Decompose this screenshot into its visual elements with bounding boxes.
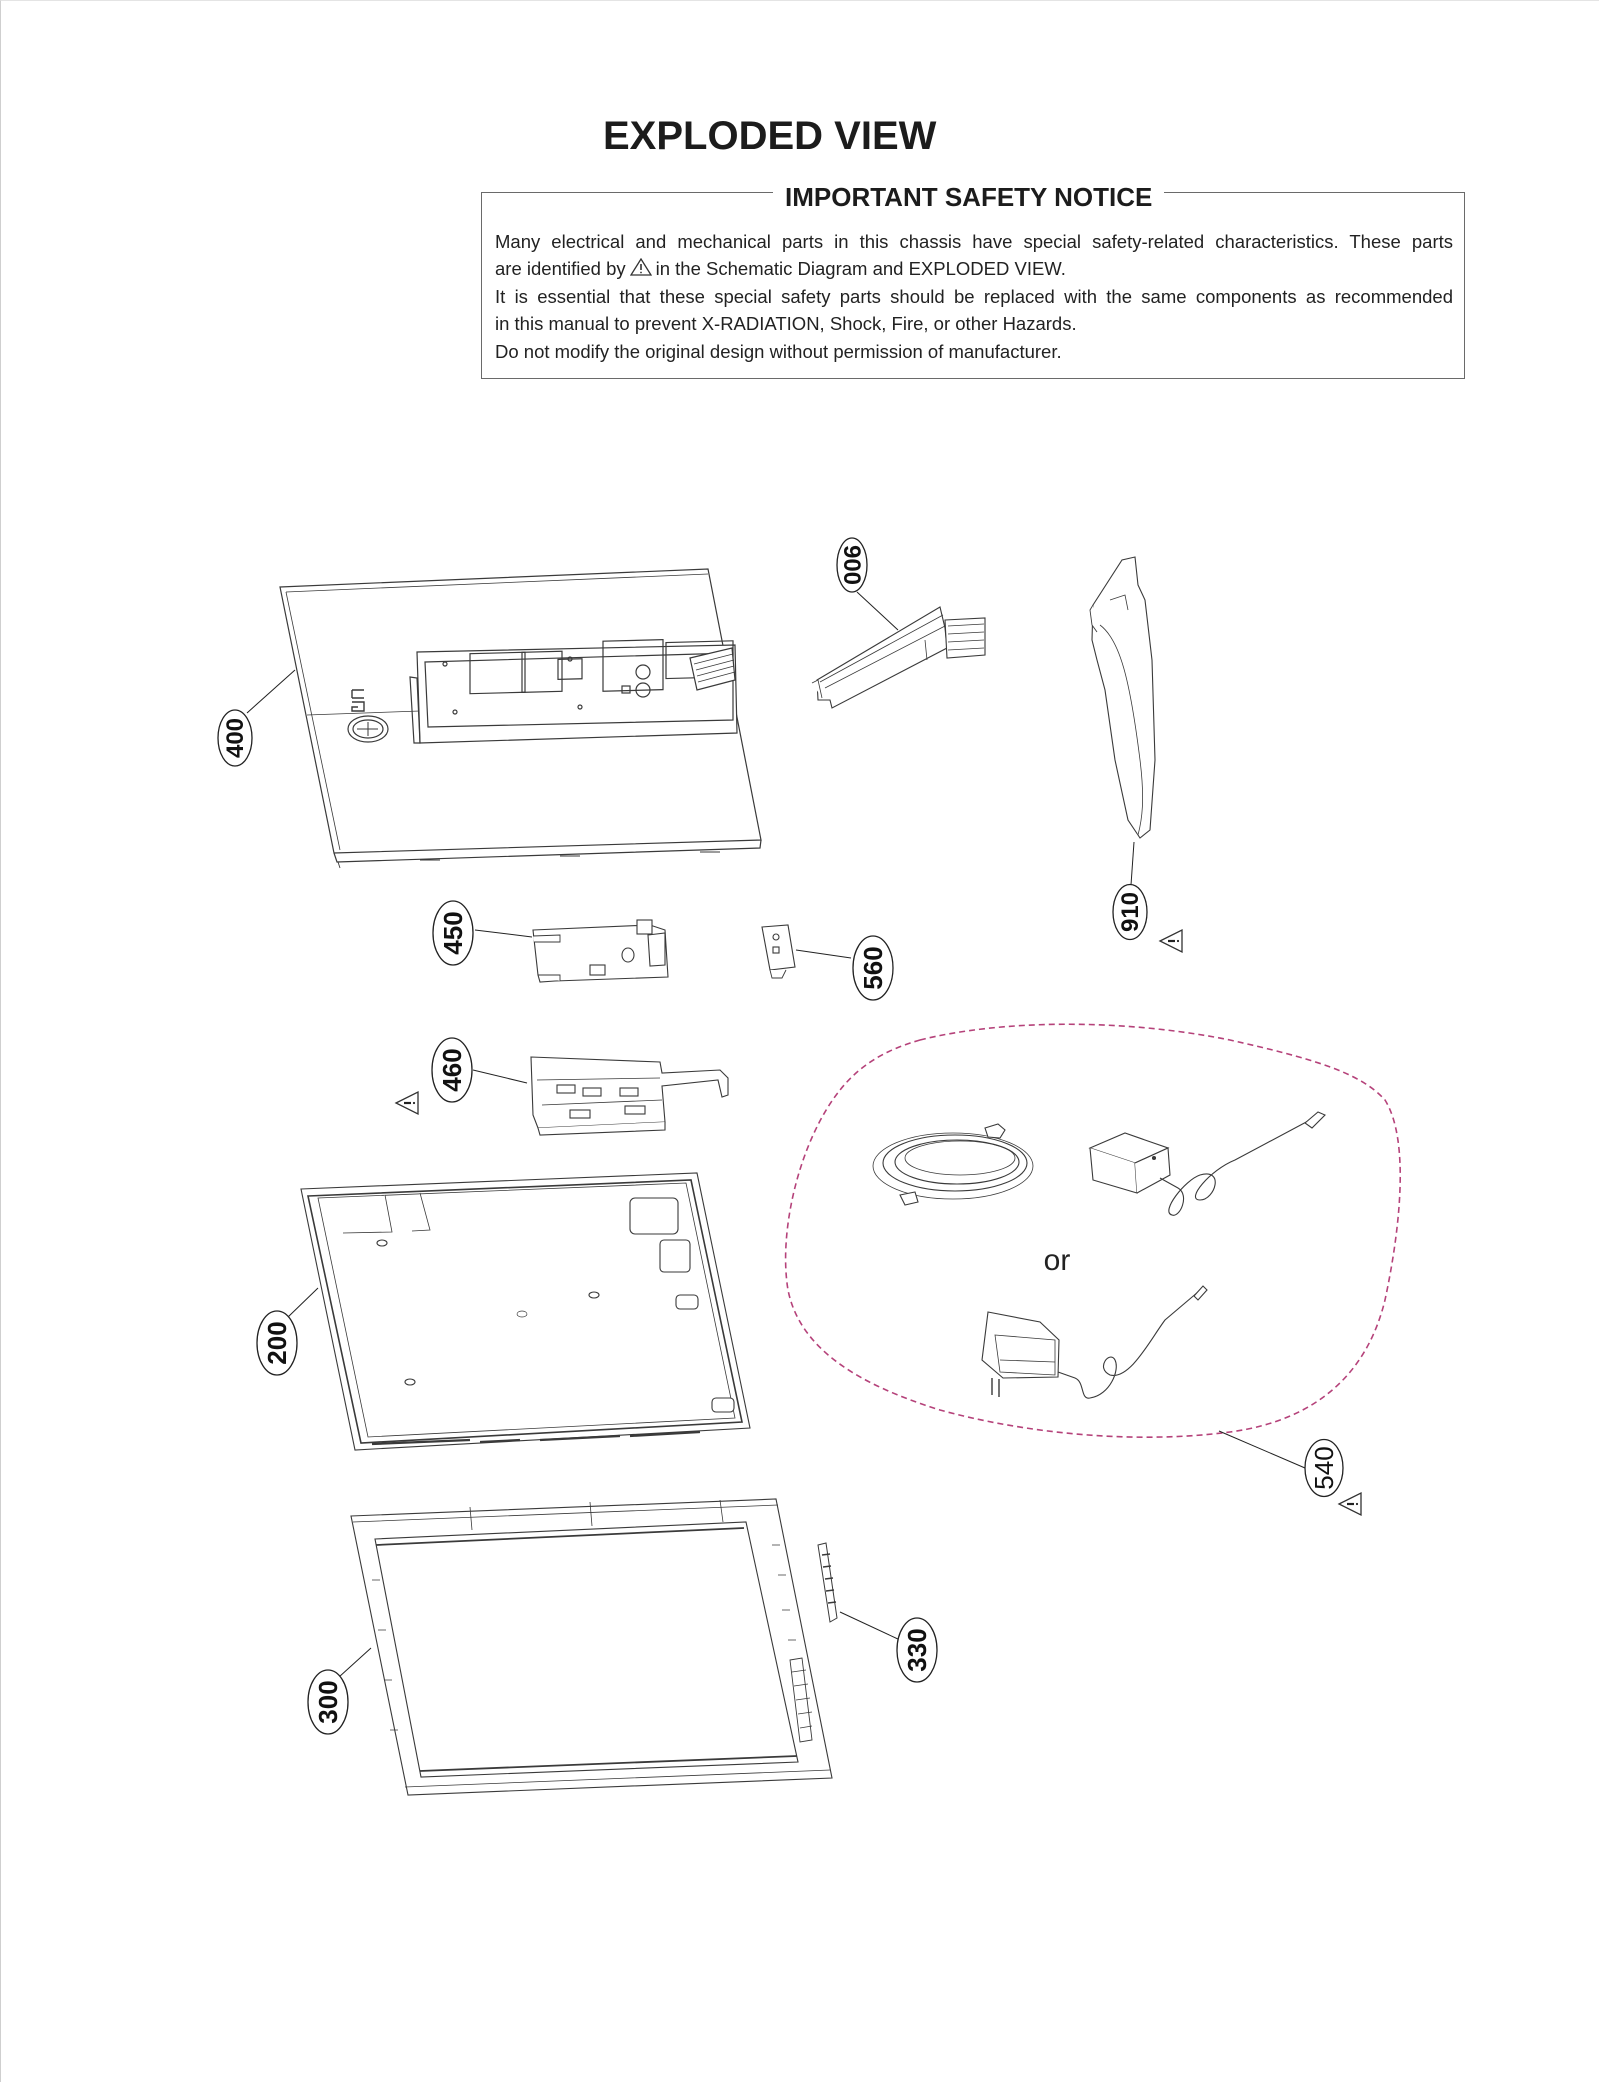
- notice-line-2b: in the Schematic Diagram and EXPLODED VIEW.: [655, 258, 1066, 280]
- part-450-main-board: [533, 920, 668, 982]
- part-900-stand-body: [812, 607, 985, 708]
- svg-text:460: 460: [437, 1048, 467, 1092]
- power-cord-coil: [873, 1124, 1033, 1205]
- safety-warning-icon-540: [1339, 1493, 1361, 1515]
- part-300-front-cabinet: [351, 1499, 832, 1795]
- safety-notice-heading: IMPORTANT SAFETY NOTICE: [773, 182, 1164, 212]
- safety-warning-icon-910: [1160, 930, 1182, 952]
- svg-text:560: 560: [858, 946, 888, 990]
- part-460-board-shield: [531, 1057, 728, 1135]
- notice-line-2a: are identified by: [495, 258, 626, 280]
- notice-line-5: Do not modify the original design without permission of manufacturer.: [495, 340, 1062, 362]
- callout-450: [433, 901, 473, 965]
- callout-330: [897, 1618, 937, 1682]
- callout-460: [432, 1038, 472, 1102]
- callout-300: [308, 1670, 348, 1734]
- callout-400: [218, 710, 252, 766]
- callout-560: [853, 936, 893, 1000]
- safety-warning-icon-460: [396, 1092, 418, 1114]
- callout-540: [1305, 1440, 1343, 1497]
- svg-text:900: 900: [838, 544, 865, 586]
- svg-text:540: 540: [1309, 1446, 1339, 1490]
- svg-text:450: 450: [438, 911, 468, 955]
- desktop-adapter: [1090, 1112, 1325, 1215]
- svg-text:400: 400: [222, 717, 249, 759]
- callout-910: [1113, 885, 1147, 940]
- alternative-separator-text: or: [1043, 1244, 1071, 1277]
- part-400-back-cover: [280, 569, 761, 868]
- part-200-lcd-panel: [301, 1173, 750, 1450]
- svg-text:200: 200: [262, 1321, 292, 1365]
- notice-line-4: in this manual to prevent X-RADIATION, Shock, Fire, or other Hazards.: [495, 313, 1077, 335]
- callout-900: [837, 538, 867, 592]
- svg-text:330: 330: [902, 1628, 932, 1672]
- callout-200: [257, 1311, 297, 1375]
- wall-adapter: [982, 1286, 1207, 1398]
- part-560-power-key-board: [762, 925, 795, 978]
- part-910-stand-base: [1090, 557, 1155, 838]
- svg-text:910: 910: [1117, 891, 1144, 933]
- part-330-control-button: [818, 1543, 837, 1622]
- page-title: EXPLODED VIEW: [603, 114, 937, 158]
- notice-line-3: It is essential that these special safety parts should be replaced with the same components as recommended: [495, 285, 1453, 307]
- accessory-group-dashed-outline: [786, 1024, 1401, 1437]
- notice-line-1: Many electrical and mechanical parts in this chassis have special safety-related characteristics. These parts: [495, 231, 1453, 252]
- svg-text:300: 300: [313, 1680, 343, 1724]
